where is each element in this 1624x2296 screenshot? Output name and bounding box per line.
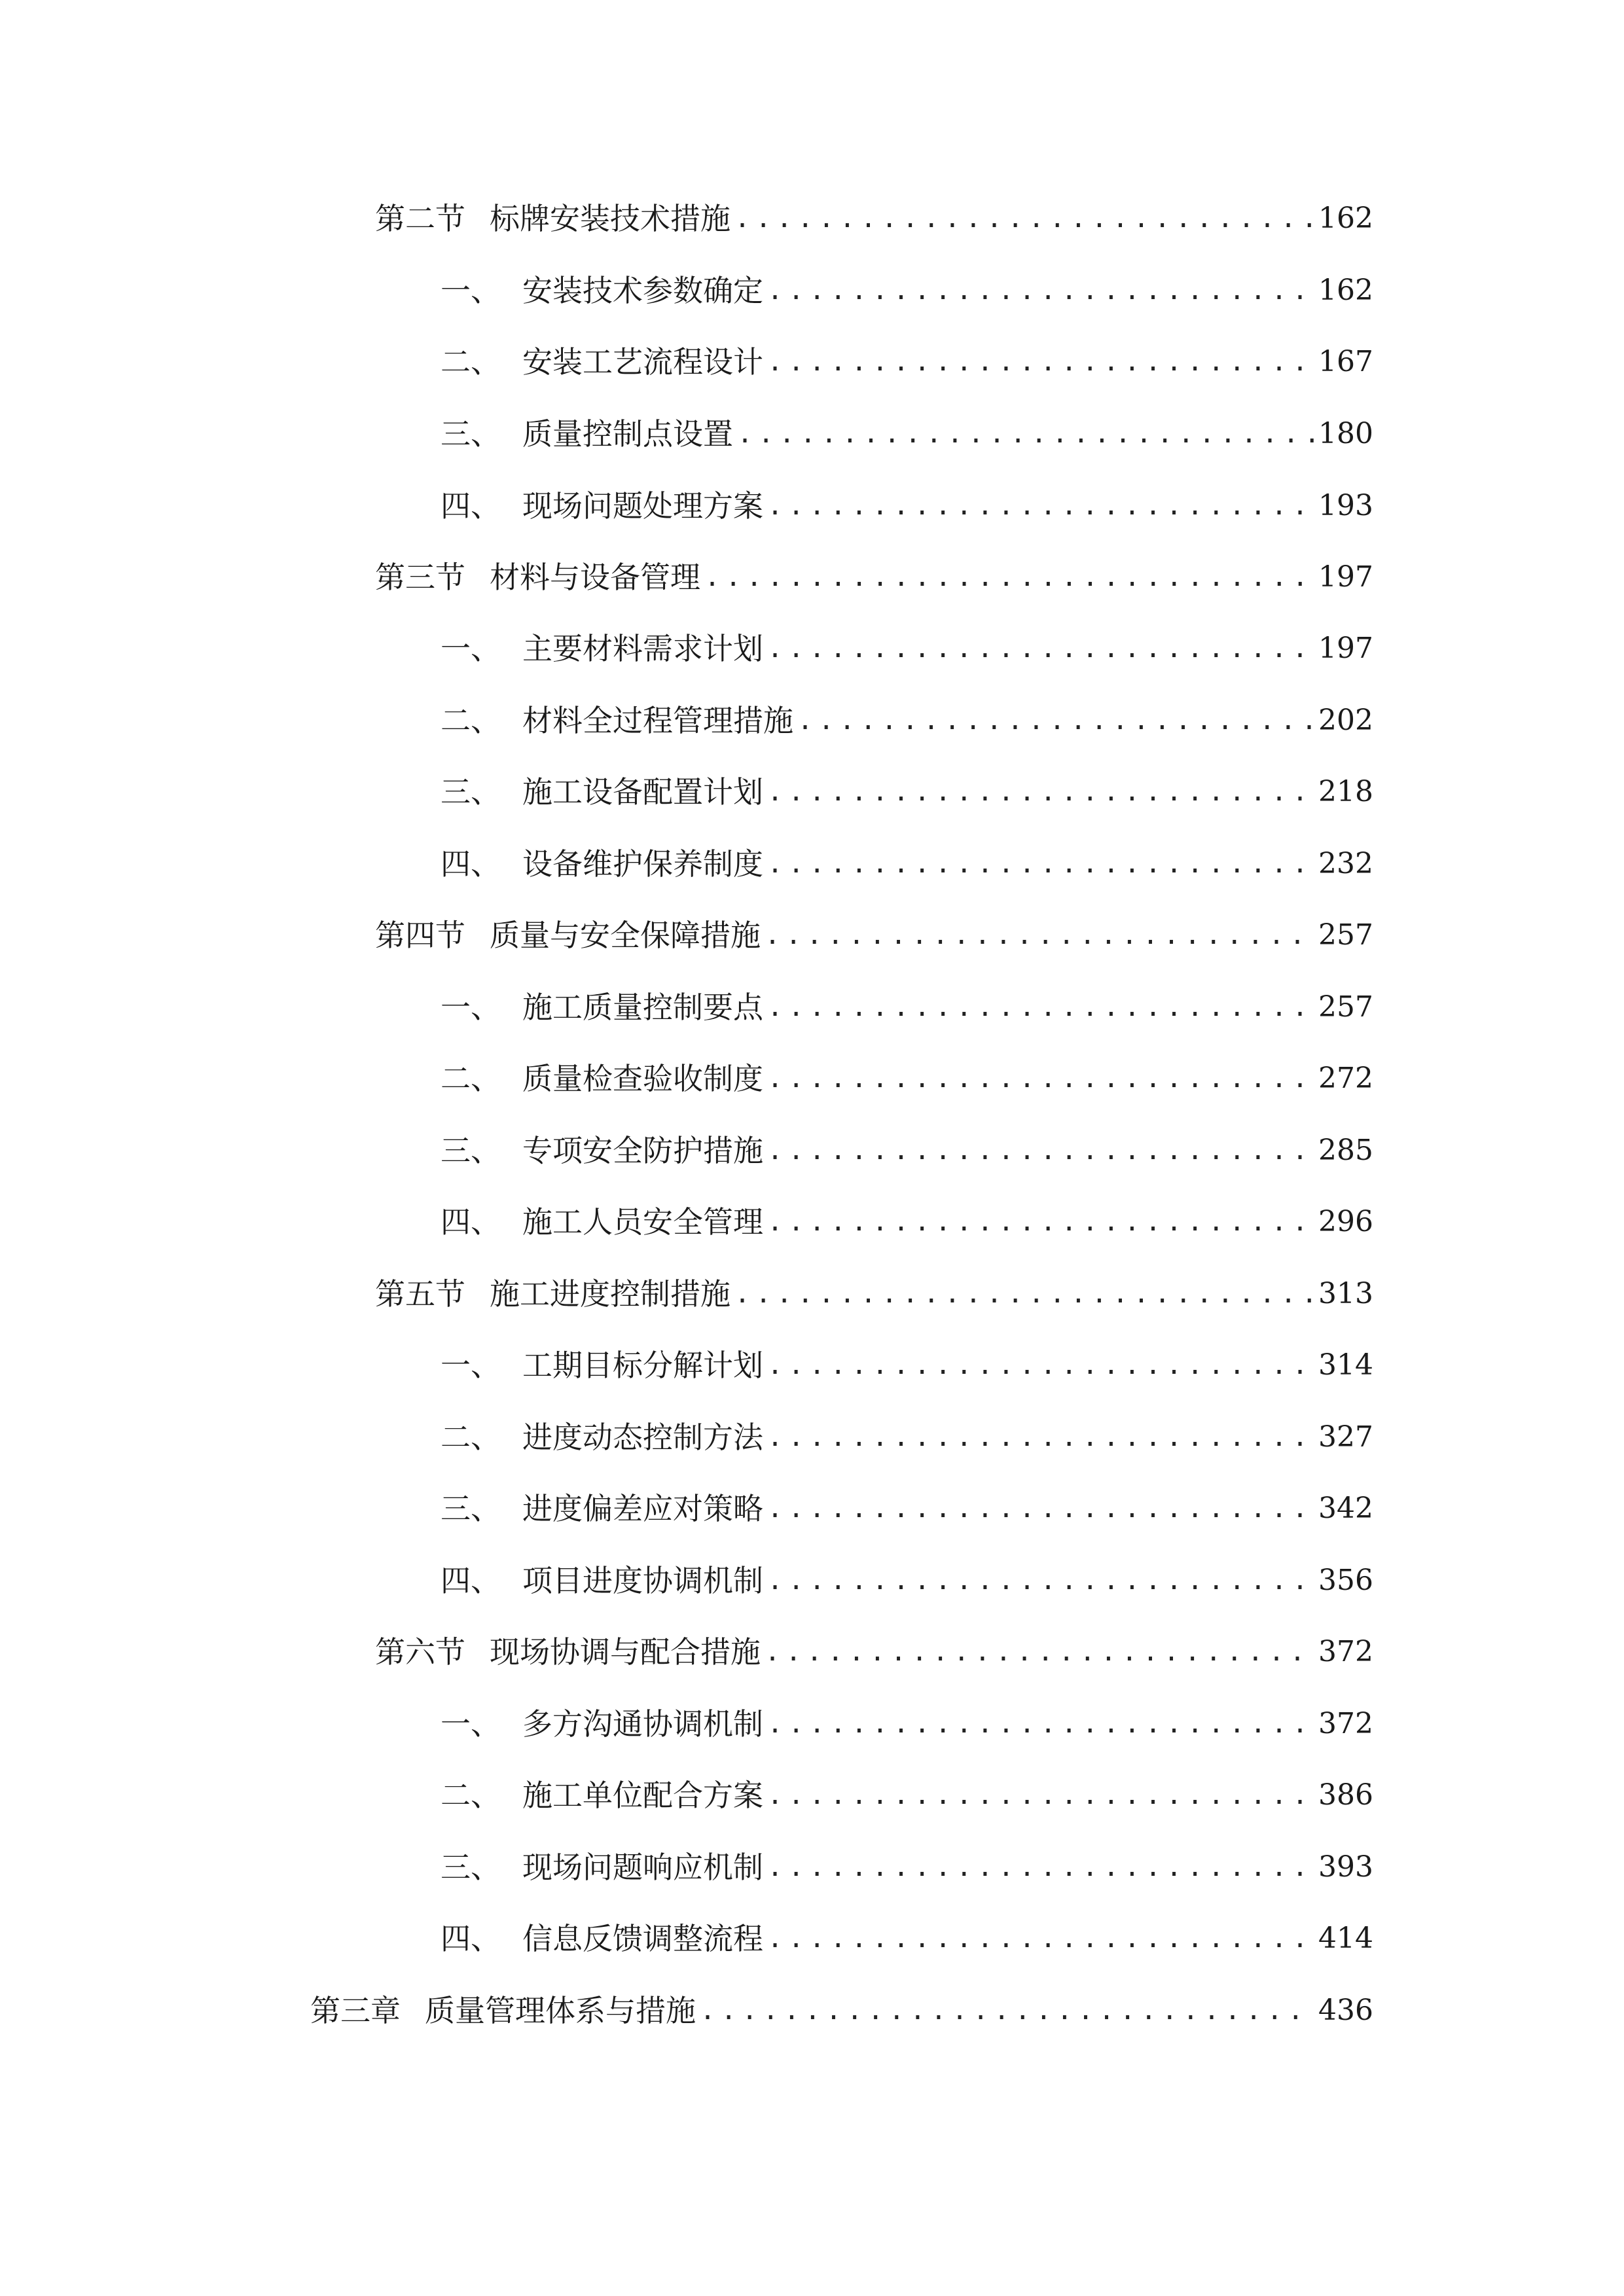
toc-entry-number: 第三节 [375,560,465,595]
toc-entry-page: 167 [1318,345,1373,378]
dot-leader [700,551,1314,603]
toc-entry-item[interactable] [441,264,1373,317]
toc-entry-page: 386 [1318,1778,1373,1812]
toc-entry-page: 218 [1318,775,1373,808]
toc-entry-item[interactable] [441,1482,1373,1535]
dot-leader [763,1841,1314,1893]
toc-entry-item[interactable] [441,408,1373,460]
toc-entry-item[interactable] [441,1841,1373,1893]
toc-entry-title: 进度动态控制方法 [522,1420,763,1455]
toc-entry-title: 施工人员安全管理 [522,1204,763,1240]
dot-leader [793,694,1314,747]
toc-entry-title: 标牌安装技术措施 [490,201,731,236]
toc-entry-title: 施工质量控制要点 [522,990,763,1025]
toc-entry-number: 三、 [441,416,501,452]
toc-entry-number: 第四节 [375,918,465,953]
toc-entry-title: 主要材料需求计划 [522,631,763,666]
toc-entry-title: 施工设备配置计划 [522,774,763,810]
toc-entry-chapter[interactable] [310,1984,1373,2037]
toc-entry-number: 四、 [441,488,501,524]
toc-entry-title: 质量检查验收制度 [522,1061,763,1096]
dot-leader [763,1698,1314,1750]
dot-leader [763,1124,1314,1177]
dot-leader [763,264,1314,317]
toc-entry-item[interactable] [441,336,1373,388]
toc-entry-page: 296 [1318,1205,1373,1238]
dot-leader [763,1482,1314,1535]
dot-leader [763,1339,1314,1391]
toc-entry-section[interactable] [375,909,1373,961]
dot-leader [763,766,1314,818]
toc-entry-number: 二、 [441,1778,501,1813]
dot-leader [763,1411,1314,1463]
toc-entry-number: 三、 [441,1850,501,1885]
toc-entry-number: 二、 [441,703,501,738]
toc-entry-title: 质量控制点设置 [522,416,733,452]
dot-leader [763,336,1314,388]
dot-leader [763,1052,1314,1105]
toc-entry-section[interactable] [375,551,1373,603]
toc-entry-item[interactable] [441,480,1373,532]
toc-entry-number: 一、 [441,1706,501,1742]
toc-entry-page: 342 [1318,1492,1373,1525]
dot-leader [763,1196,1314,1248]
toc-entry-title: 设备维护保养制度 [522,846,763,882]
toc-entry-title: 施工单位配合方案 [522,1778,763,1813]
toc-entry-number: 一、 [441,1348,501,1383]
toc-entry-number: 四、 [441,846,501,882]
toc-entry-title: 多方沟通协调机制 [522,1706,763,1742]
toc-entry-page: 193 [1318,489,1373,522]
toc-entry-page: 197 [1318,632,1373,665]
toc-entry-page: 257 [1318,918,1373,952]
toc-entry-page: 393 [1318,1850,1373,1884]
toc-entry-title: 安装技术参数确定 [522,273,763,308]
toc-entry-title: 质量与安全保障措施 [490,918,761,953]
toc-entry-number: 一、 [441,990,501,1025]
toc-entry-number: 三、 [441,774,501,810]
toc-entry-title: 安装工艺流程设计 [522,344,763,380]
toc-entry-page: 372 [1318,1707,1373,1740]
toc-entry-page: 285 [1318,1134,1373,1167]
toc-entry-item[interactable] [441,1124,1373,1177]
dot-leader [763,1554,1314,1607]
toc-entry-number: 三、 [441,1133,501,1168]
toc-entry-page: 372 [1318,1635,1373,1668]
toc-entry-number: 三、 [441,1491,501,1526]
dot-leader [733,408,1314,460]
toc-entry-item[interactable] [441,981,1373,1033]
toc-entry-item[interactable] [441,1339,1373,1391]
toc-entry-title: 材料与设备管理 [490,560,700,595]
toc-entry-item[interactable] [441,1698,1373,1750]
toc-entry-page: 436 [1318,1994,1373,2027]
toc-entry-page: 272 [1318,1062,1373,1095]
toc-entry-item[interactable] [441,1196,1373,1248]
toc-entry-section[interactable] [375,1268,1373,1320]
toc-entry-section[interactable] [375,1626,1373,1678]
dot-leader [763,480,1314,532]
dot-leader [761,1626,1314,1678]
dot-leader [731,1268,1314,1320]
toc-entry-item[interactable] [441,1769,1373,1821]
dot-leader [763,981,1314,1033]
toc-entry-item[interactable] [441,838,1373,890]
toc-entry-title: 现场协调与配合措施 [490,1634,761,1670]
toc-entry-page: 232 [1318,847,1373,880]
toc-entry-number: 第三章 [310,1993,401,2028]
toc-entry-number: 第二节 [375,201,465,236]
toc-entry-title: 工期目标分解计划 [522,1348,763,1383]
toc-entry-number: 四、 [441,1921,501,1956]
toc-entry-title: 信息反馈调整流程 [522,1921,763,1956]
dot-leader [763,1912,1314,1965]
toc-entry-title: 项目进度协调机制 [522,1563,763,1598]
dot-leader [763,1769,1314,1821]
toc-entry-number: 二、 [441,344,501,380]
toc-entry-page: 162 [1318,202,1373,235]
toc-entry-title: 进度偏差应对策略 [522,1491,763,1526]
toc-entry-title: 材料全过程管理措施 [522,703,793,738]
toc-entry-title: 专项安全防护措施 [522,1133,763,1168]
toc-entry-number: 二、 [441,1420,501,1455]
dot-leader [763,622,1314,675]
toc-entry-title: 现场问题响应机制 [522,1850,763,1885]
toc-entry-number: 第五节 [375,1276,465,1312]
toc-entry-title: 施工进度控制措施 [490,1276,731,1312]
toc-entry-title: 质量管理体系与措施 [425,1993,696,2028]
toc-entry-page: 327 [1318,1420,1373,1454]
toc-entry-page: 414 [1318,1922,1373,1955]
toc-entry-item[interactable] [441,1554,1373,1607]
toc-entry-item[interactable] [441,766,1373,818]
toc-entry-item[interactable] [441,622,1373,675]
toc-entry-number: 第六节 [375,1634,465,1670]
toc-entry-page: 314 [1318,1348,1373,1382]
toc-entry-page: 180 [1318,417,1373,450]
toc-entry-page: 356 [1318,1564,1373,1597]
toc-entry-title: 现场问题处理方案 [522,488,763,524]
toc-entry-number: 四、 [441,1563,501,1598]
dot-leader [696,1984,1314,2037]
toc-entry-page: 257 [1318,990,1373,1024]
toc-entry-number: 四、 [441,1204,501,1240]
toc-entry-page: 202 [1318,704,1373,737]
toc-entry-item[interactable] [441,694,1373,747]
toc-entry-page: 162 [1318,274,1373,307]
dot-leader [763,838,1314,890]
toc-entry-section[interactable] [375,192,1373,245]
toc-entry-number: 一、 [441,631,501,666]
toc-entry-page: 313 [1318,1277,1373,1310]
toc-entry-number: 一、 [441,273,501,308]
toc-entry-page: 197 [1318,560,1373,594]
dot-leader [761,909,1314,961]
dot-leader [731,192,1314,245]
toc-entry-item[interactable] [441,1052,1373,1105]
toc-entry-item[interactable] [441,1411,1373,1463]
toc-entry-number: 二、 [441,1061,501,1096]
toc-entry-item[interactable] [441,1912,1373,1965]
